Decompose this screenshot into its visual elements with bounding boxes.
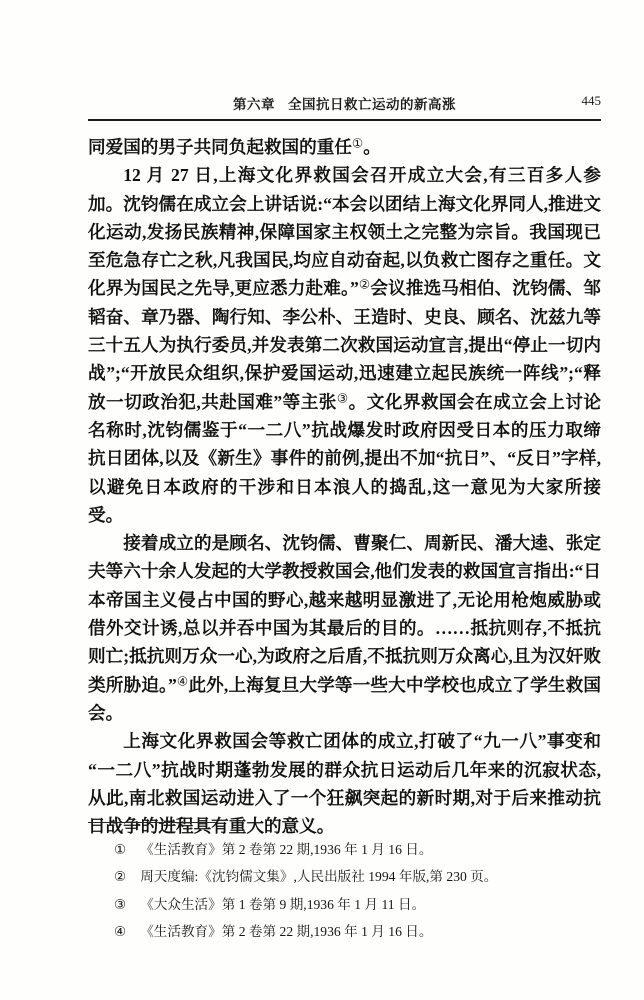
footnote-text: 《大众生活》第 1 卷第 9 期,1936 年 1 月 11 日。 [140, 896, 426, 912]
footnote-divider [88, 822, 216, 823]
footnotes [114, 836, 601, 946]
footnote-number: ② [114, 869, 127, 885]
footnote-ref: ① [351, 136, 364, 151]
chapter-heading [88, 93, 601, 113]
footnote-text: 周天度编:《沈钧儒文集》,人民出版社 1994 年版,第 230 页。 [140, 869, 498, 885]
footnote-number: ④ [114, 924, 127, 940]
footnote-number: ① [114, 842, 127, 857]
footnote-ref: ④ [176, 673, 189, 688]
text-run: 同爱国的男子共同负起救国的重任 [88, 137, 352, 157]
footnote-item [114, 918, 601, 945]
footnote-ref: ③ [336, 390, 349, 405]
header-divider [88, 119, 601, 121]
footnote-item [114, 863, 601, 890]
page-number: 445 [581, 93, 601, 108]
chapter-number: 第六章 [233, 97, 275, 112]
text-run: 上海文化界救国会等救亡团体的成立,打破了“九一八”事变和“一二八”抗战时期蓬勃发展的群众抗日运动后几年来的沉寂状态,从此,南北救国运动进入了一个狂飙突起的新时期,对于后来推动抗日战争的进程具有重大的意义。 [88, 731, 601, 837]
paragraph [88, 161, 601, 529]
paragraph [88, 529, 601, 727]
text-run: 接着成立的是顾名、沈钧儒、曹聚仁、周新民、潘大逵、张定夫等六十余人发起的大学教授救国会,他们发表的救国宣言指出:“日本帝国主义侵占中国的野心,越来越明显激进了,无论用枪炮威胁或借外交计诱,总以并吞中国为其最后的目的。……抵抗则存,不抵抗则亡;抵抗则万众一心,为政府之后盾,不抵抗则万众离心,且为汉奸败类所胁迫。” [88, 533, 601, 695]
text-run: 。文化界救国会在成立会上讨论名称时,沈钧儒鉴于“一二八”抗战爆发时政府因受日本的压力取缔抗日团体,以及《新生》事件的前例,提出不加“抗日”、“反日”字样,以避免日本政府的干涉和日本浪人的捣乱,这一意见为大家所接受。 [88, 391, 601, 525]
text-run: 会议推选马相伯、沈钧儒、邹韬奋、章乃器、陶行知、李公朴、王造时、史良、顾名、沈兹九等三十五人为执行委员,并发表第二次救国运动宣言,提出“停止一切内战”;“开放民众组织,保护爱国运动,迅速建立起民族统一阵线”;“释放一切政治犯,共赴国难”等主张 [88, 278, 601, 412]
footnote-number: ③ [114, 896, 127, 912]
body-text [88, 133, 601, 840]
footnote-text: 《生活教育》第 2 卷第 22 期,1936 年 1 月 16 日。 [140, 924, 433, 940]
footnote-text: 《生活教育》第 2 卷第 22 期,1936 年 1 月 16 日。 [140, 842, 433, 857]
footnote-item [114, 891, 601, 918]
text-run: 此外,上海复旦大学等一些大中学校也成立了学生救国会。 [88, 674, 601, 723]
paragraph [88, 727, 601, 840]
footnote-ref: ② [358, 277, 371, 292]
paragraph [88, 133, 601, 161]
text-run: 12 月 27 日,上海文化界救国会召开成立大会,有三百多人参加。沈钧儒在成立会上讲话说:“本会以团结上海文化界同人,推进文化运动,发扬民族精神,保障国家主权领土之完整为宗旨。我国现已至危急存亡之秋,凡我国民,均应自动奋起,以负救亡图存之重任。文化界为国民之先导,更应悉力赴难。” [88, 165, 601, 299]
footnote-item [114, 836, 601, 863]
running-header [88, 93, 601, 113]
chapter-title: 全国抗日救亡运动的新高涨 [288, 97, 456, 112]
text-run: 。 [363, 137, 381, 157]
